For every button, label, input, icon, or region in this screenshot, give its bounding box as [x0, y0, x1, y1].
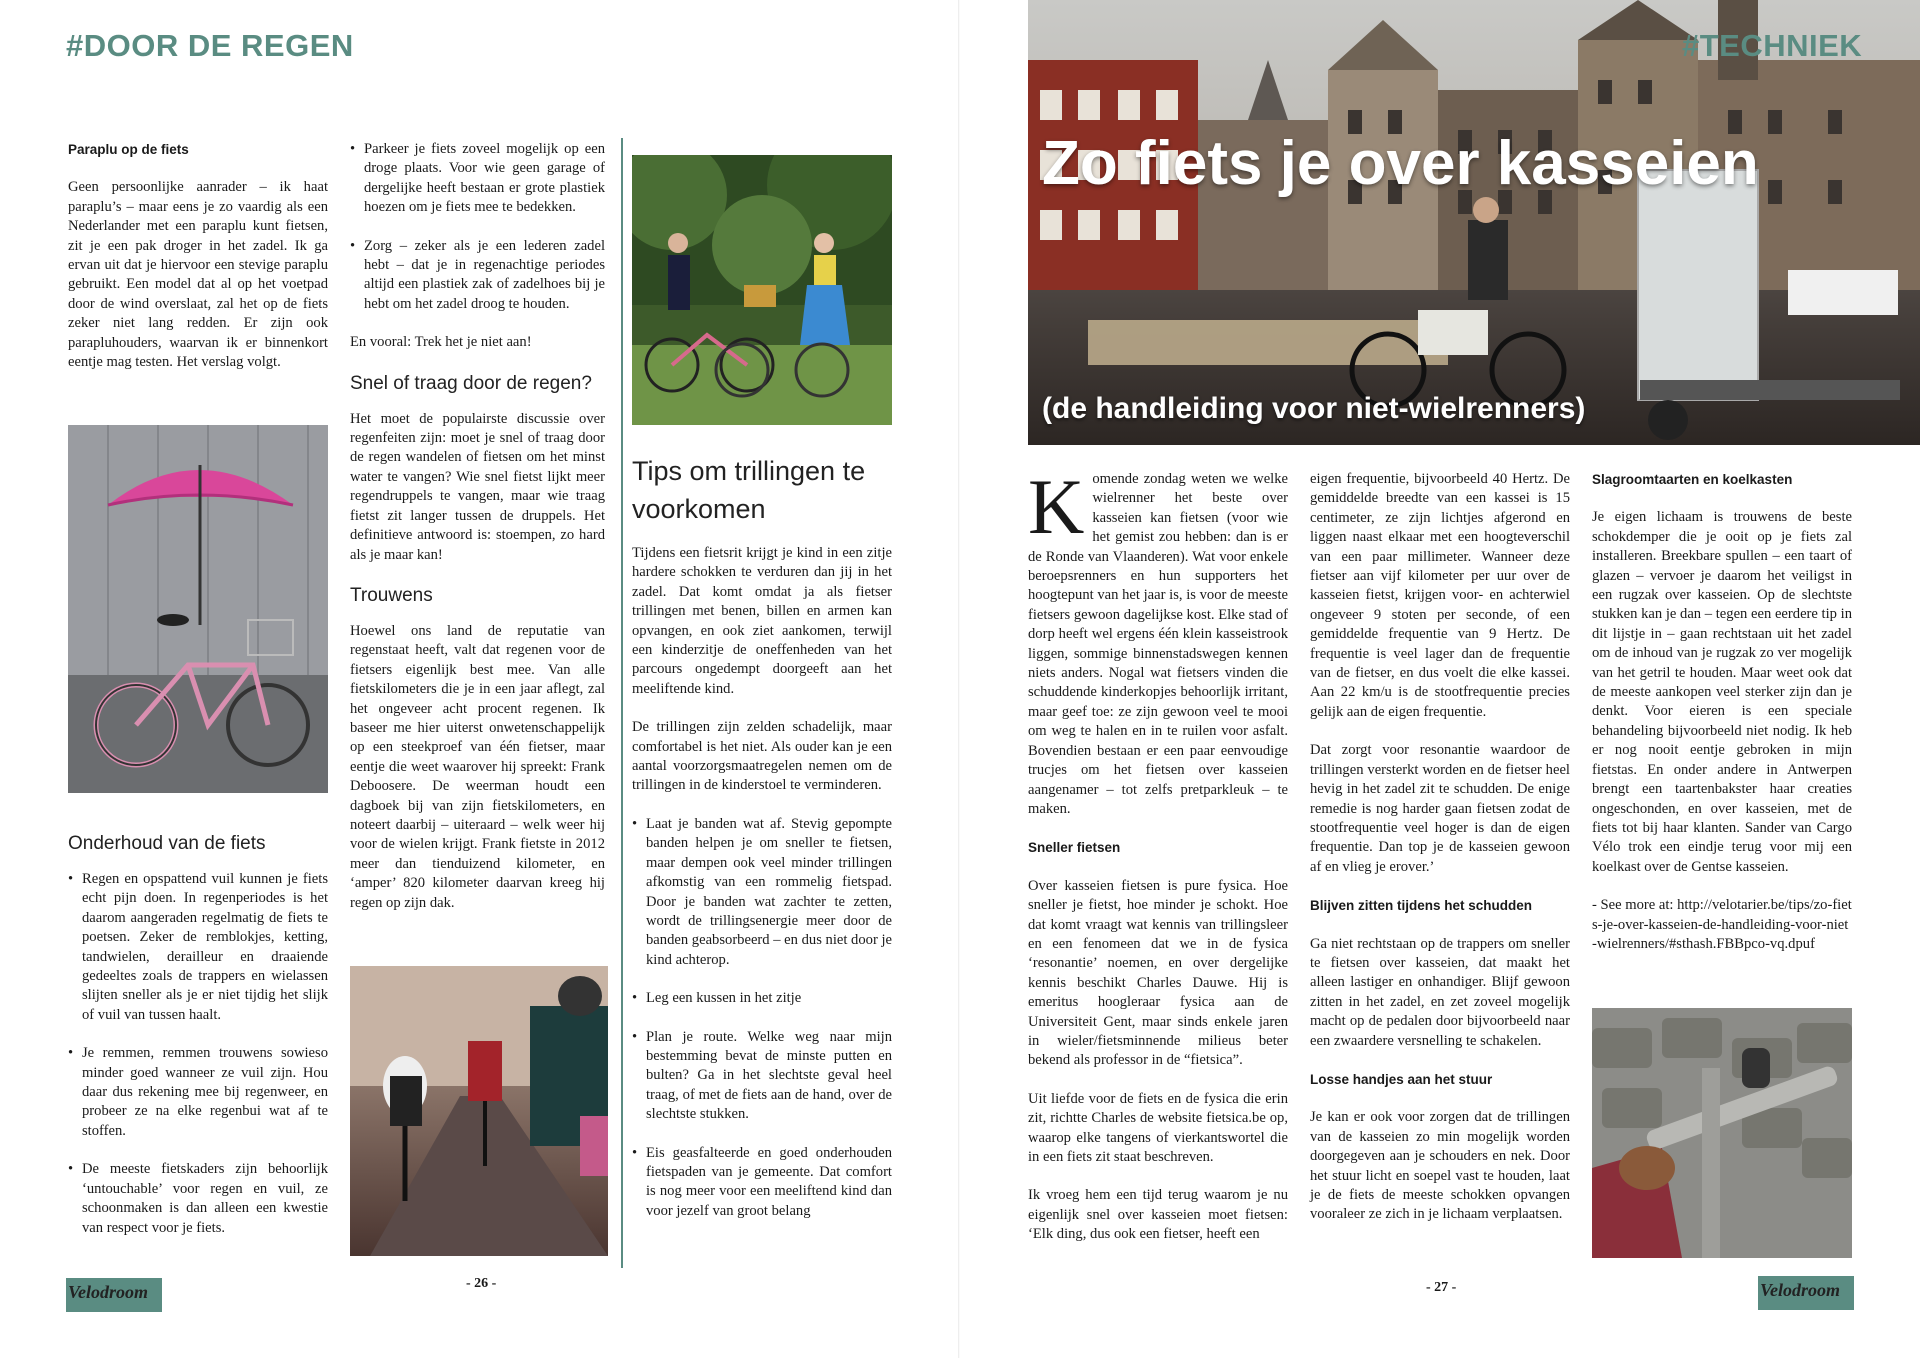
list-item: • Laat je banden wat af. Stevig gepompte banden helpen je om sneller te fietsen, maar dempen ook veel minder trillingen afkomstig van een rommelig fietspad. Door je banden wat zachter te zetten, wordt de trillingsenergie meer door de banden geabsorbeerd – en dus niet door je kind achterop.	[632, 815, 892, 970]
section-tag: #DOOR DE REGEN	[66, 28, 354, 63]
right-column-1	[1028, 463, 1288, 1264]
source-link[interactable]: - See more at: http://velotarier.be/tips/zo-fiets-je-over-kasseien-de-handleiding-voor-niet-wielrenners/#sthash.FBBpco-vq.dpuf	[1592, 897, 1852, 952]
paragraph: Je kan er ook voor zorgen dat de trillingen van de kasseien zo min mogelijk worden doorgegeven aan je schouders en nek. Door het stuur licht en soepel vast te houden, laat je de fiets de meeste schokken opvangen vooraleer ze zich in je lichaam verplaatsen.	[1310, 1109, 1570, 1223]
drop-cap: K	[1028, 463, 1085, 550]
subheading: Paraplu op de fiets	[68, 142, 189, 157]
paragraph: Geen persoonlijke aanrader – ik haat paraplu’s – maar eens je zo vaardig als een Nederlander met een paraplu kunt fietsen, zit je een pak droger in het zadel. Ik ga ervan uit dat je hiervoor een stevige paraplu gebruikt. Een model dat al op het voetpad door de wind overslaat, zal het op de fiets zeker niet lang redden. Er zijn ook parapluhouders, waarvan ik er binnenkort eentje mag testen. Het verslag volgt.	[68, 179, 328, 371]
cyclists-in-rain-photo	[350, 966, 608, 1256]
list-item: • Regen en opspattend vuil kunnen je fiets echt pijn doen. In regenperiodes is het daarom aangeraden regelmatig de fiets te poetsen. Zeker de remblokjes, ketting, tandwielen, derailleur en draaiende gedeeltes zoals de trappers en wielassen slijten sneller als je er niet tijdig het slijk of vuil van tussen haalt.	[68, 870, 328, 1025]
hero-photo	[1028, 0, 1920, 445]
paragraph: Ik vroeg hem een tijd terug waarom je nu eigenlijk snel over kasseien moet fietsen: ‘Elk ding, dus ook een fietser, heeft een	[1028, 1187, 1288, 1243]
subheading: Slagroomtaarten en koelkasten	[1592, 472, 1793, 487]
left-column-3	[632, 452, 892, 1240]
paragraph: Tijdens een fietsrit krijgt je kind in een zitje hardere schokken te verduren dan jij in het zadel. Dat komt omdat ja als fietser trillingen met benen, billen en armen kan opvangen, en ook ziet aankomen, terwijl een kinderzitje de oneffenheden van het parcours ongedempt doorgeeft aan het meeliftende kind.	[632, 545, 892, 697]
velodroom-logo: Velodroom	[66, 1278, 162, 1312]
column-divider	[621, 138, 623, 1268]
paragraph: eigen frequentie, bijvoorbeeld 40 Hertz. De gemiddelde breedte van een kassei is 15 centimeter, ze zijn lichtjes afgerond en liggen naast elkaar met een hoogteverschil van een paar millimeter. Wanneer deze fietser aan vijf kilometer per uur over de kasseien fietst, krijgen voor- en achterwiel ongeveer 9 stoten per seconde, of een gemiddelde frequentie van 9 Hertz. De frequentie is veel lager dan de frequentie van de fietser, en dus voelt die elke kassei. Aan 22 km/u is de stootfrequentie precies gelijk aan de eigen frequentie.	[1310, 471, 1570, 720]
left-column-1-lower	[68, 832, 328, 1257]
heading-snel-traag: Snel of traag door de regen?	[350, 372, 592, 394]
article-subtitle: (de handleiding voor niet-wielrenners)	[1042, 392, 1586, 425]
section-tag: #TECHNIEK	[1682, 28, 1863, 63]
right-column-2	[1310, 470, 1570, 1244]
women-with-bikes-photo	[632, 155, 892, 425]
list-item: • Eis geasfalteerde en goed onderhouden fietspaden van je gemeente. Dat comfort is nog meer voor een meeliftend kind dan voor jezelf van groot belang	[632, 1144, 892, 1222]
parking-list	[350, 140, 605, 314]
subheading: Sneller fietsen	[1028, 840, 1121, 856]
paragraph: Uit liefde voor de fiets en de fysica die erin zit, richtte Charles de website fietsica.be op, waarop elke tangens of vierkantswortel die in een fiets zit staat beschreven.	[1028, 1090, 1288, 1165]
vibration-tips-list	[632, 815, 892, 1221]
subheading: Blijven zitten tijdens het schudden	[1310, 898, 1533, 914]
left-column-1	[68, 140, 328, 391]
heading-trillingen: Tips om trillingen te voorkomen	[632, 456, 866, 524]
paragraph: Dat zorgt voor resonantie waardoor de trillingen versterkt worden en de fietser heel hevig in het zadel zit te schudden. De enige remedie is nog harder gaan fietsen zodat de stootfrequentie veel hoger is dan de eigen frequentie. Dan top je de kasseien gewoon af en vlieg je erover.’	[1310, 742, 1570, 875]
heading-onderhoud: Onderhoud van de fiets	[68, 833, 266, 854]
left-column-2	[350, 140, 605, 932]
list-item: • Je remmen, remmen trouwens sowieso minder goed wanneer ze vuil zijn. Hou daar dus rekening mee bij regenweer, en probeer ze na elke regenbui wat af te stoffen.	[68, 1044, 328, 1141]
list-item: • Plan je route. Welke weg naar mijn bestemming bevat de minste putten en bulten? Ga in het slechtste geval heel traag, of met de fiets aan de hand, over de slechtste stukken.	[632, 1028, 892, 1125]
right-page	[960, 0, 1920, 1358]
paragraph: Het moet de populairste discussie over regenfeiten zijn: moet je snel of traag door de regen wandelen of fietsen om het minst water te vangen? Wie snel fietst lijkt meer regendruppels te vangen, maar wie traag fietst zit langer tussen de druppels. Het definitieve antwoord is: stoempen, zo hard als je maar kan!	[350, 410, 605, 563]
page-number: - 27 -	[1426, 1280, 1457, 1295]
right-column-3	[1592, 470, 1852, 973]
list-item: • Leg een kussen in het zitje	[632, 989, 892, 1008]
velodroom-logo: Velodroom	[1758, 1276, 1854, 1310]
paragraph: Over kasseien fietsen is pure fysica. Hoe sneller je fietst, hoe minder je schokt. Hoe dat komt vraagt wat kennis van trillingsleer en een fenomeen dat we in de fysica ‘resonantie’ noemen, en over dergelijke kennis beschikt Charles Dauwe. Hij is emeritus hoogleraar fysica aan de Universiteit Gent, maar sinds enkele jaren in wieler/fietsminnende milieus beter bekend als professor in de “fietsica”.	[1028, 877, 1288, 1069]
list-item: • De meeste fietskaders zijn behoorlijk ‘untouchable’ voor regen en vuil, ze schoonmaken is dan alleen een kwestie van respect voor je fiets.	[68, 1160, 328, 1238]
paragraph: Hoewel ons land de reputatie van regenstaat heeft, valt dat regenen voor de fietsers eigenlijk best mee. Van alle fietskilometers die je in een jaar aflegt, zal het ongeveer acht procent regenen. Ik baseer me hier uiterst onwetenschappelijk op een steekproef van één fietser, maar eentje die weet waarover hij spreekt: Frank Deboosere. De weerman houdt een dagboek bij van zijn fietskilometers, en noteert daarbij – uiteraard – welk weer hij voor de wielen krijgt. Frank fietste in 2012 meer dan tienduizend kilometer, en ‘amper’ 820 kilometer daarvan kreeg hij regen op zijn dak.	[350, 622, 605, 911]
page-number: - 26 -	[466, 1276, 497, 1291]
handlebar-photo	[1592, 1008, 1852, 1258]
paragraph: Ga niet rechtstaan op de trappers om sneller te fietsen over kasseien, dat maakt het alleen lastiger en onhandiger. Blijf gewoon zitten in het zadel, en zet zoveel mogelijk macht op de pedalen door bijvoorbeeld naar een zwaardere versnelling te schakelen.	[1310, 935, 1570, 1049]
paragraph: omende zondag weten we welke wielrenner het beste over kasseien kan fietsen (voor wie het gemist zou hebben: dan is er de Ronde van Vlaanderen). Wat voor enkele beroepsrenners en hun supporters het hoogtepunt van het jaar is, is voor de meeste fietsers gewoon dagelijkse kost. Elke stad of dorp heeft wel ergens één klein kasseistrook liggen, sommige binnenstadswegen kennen niets anders. Nogal wat fietsers vinden die schuddende kinderkopjes behoorlijk irritant, maar geef toe: ze zijn gewoon veel te mooi om weg te halen en in te ruilen voor asfalt. Bovendien bestaan er een paar eenvoudige trucjes om het fietsen over kasseien aangenamer – tot zelfs pretparkleuk – te maken.	[1028, 471, 1288, 817]
paragraph: De trillingen zijn zelden schadelijk, maar comfortabel is het niet. Als ouder kan je een aantal voorzorgsmaatregelen nemen om de trillingen in de kinderstoel te verminderen.	[632, 719, 892, 794]
closing-line: En vooral: Trek het je niet aan!	[350, 334, 532, 351]
list-item: • Parkeer je fiets zoveel mogelijk op een droge plaats. Voor wie geen garage of dergelijke heeft bestaan er grote plastiek hoezen om je fiets mee te bedekken.	[350, 140, 605, 218]
heading-trouwens: Trouwens	[350, 584, 433, 606]
paragraph: Je eigen lichaam is trouwens de beste schokdemper die je ooit op je fiets zal installeren. Breekbare spullen – een taart of glazen – vervoer je daarom het veiligst in een rugzak over kasseien. Op de slechtste stukken kan je dan – tegen een eerdere tip in dit lijstje in – gaan rechtstaan uit het zadel om de inhoud van je rugzak zo ver mogelijk van het getril te houden. Maar weet ook dat de meeste aankopen veel sterker zijn dan je denkt. Voor eieren is een speciale behandeling bijvoorbeeld niet nodig. Ik heb er nog nooit eentje gebroken in mijn fietstas. En onder andere in Antwerpen brengt een taartenbakster haar creaties ongeschonden, en over kasseien, met de fiets tot bij haar klanten. Sander van Cargo Vélo trok een eindje terug voor mij een koelkast over de Gentse kasseien.	[1592, 509, 1852, 875]
article-title: Zo fiets je over kasseien	[1042, 129, 1759, 198]
umbrella-bike-photo	[68, 425, 328, 793]
maintenance-list	[68, 870, 328, 1238]
subheading: Losse handjes aan het stuur	[1310, 1071, 1493, 1087]
list-item: • Zorg – zeker als je een lederen zadel hebt – dat je in regenachtige periodes altijd een plastiek zak of zadelhoes bij je hebt om het zadel droog te houden.	[350, 237, 605, 315]
